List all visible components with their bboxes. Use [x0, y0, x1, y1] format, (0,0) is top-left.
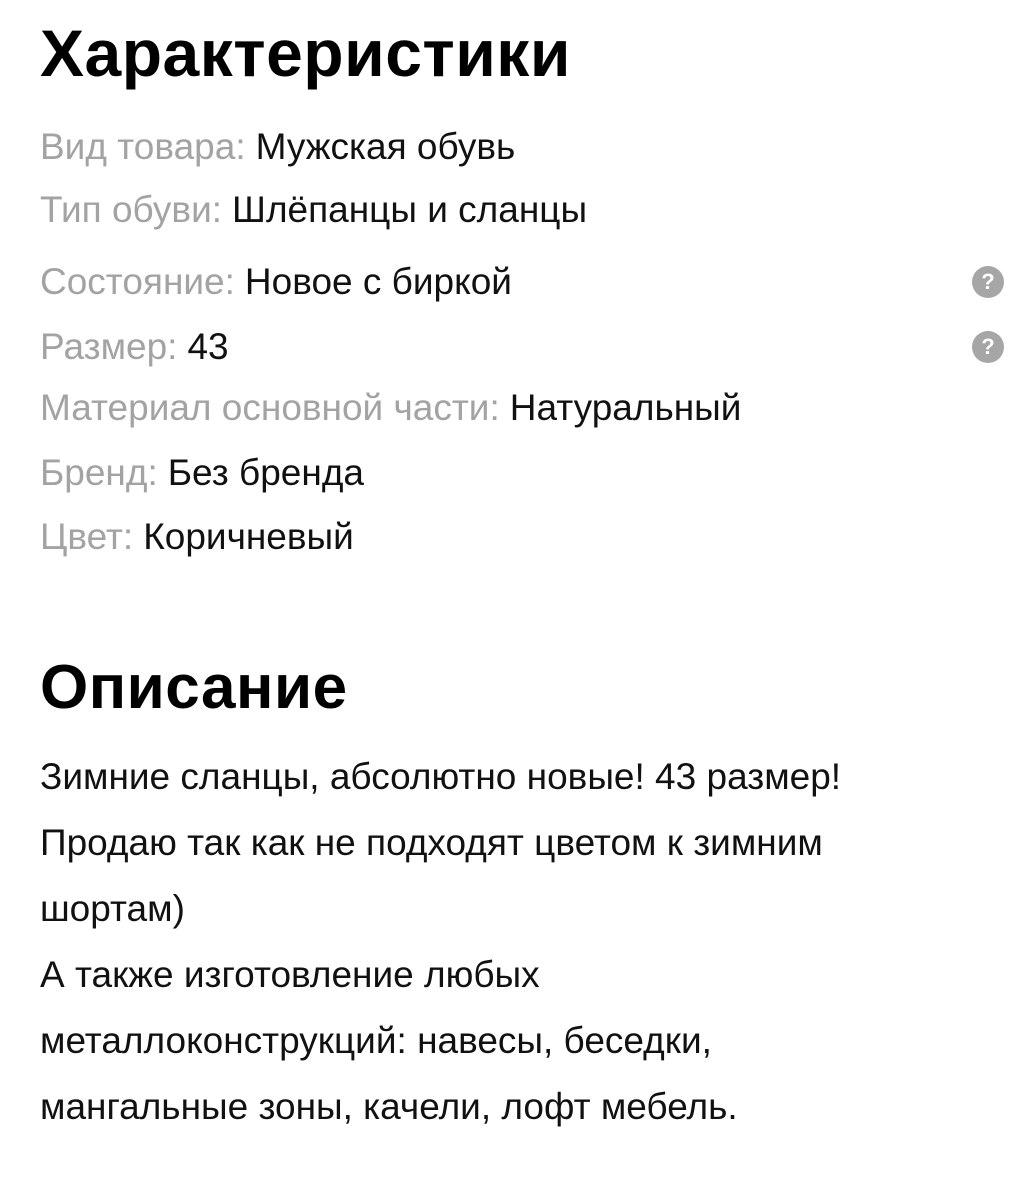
- description-line: Продаю так как не подходят цветом к зимним: [40, 822, 823, 863]
- spec-label: Вид товара: [40, 126, 236, 167]
- description-line: мангальные зоны, качели, лофт мебель.: [40, 1086, 738, 1127]
- spec-row-size: [40, 316, 996, 378]
- description-line: А также изготовление любых: [40, 954, 540, 995]
- spec-row-material: [40, 377, 996, 439]
- spec-separator: :: [235, 126, 246, 167]
- description-text: [40, 744, 980, 1140]
- spec-separator: :: [224, 261, 235, 302]
- spec-label: Бренд: [40, 452, 148, 493]
- spec-label: Состояние: [40, 261, 225, 302]
- spec-value: Мужская обувь: [255, 126, 516, 167]
- spec-separator: :: [489, 387, 500, 428]
- spec-row-product-type: [40, 116, 996, 178]
- spec-value: Новое с биркой: [244, 261, 512, 302]
- spec-label: Размер: [40, 326, 168, 367]
- spec-value: Коричневый: [143, 516, 354, 557]
- spec-separator: :: [211, 189, 223, 230]
- spec-label: Тип обуви: [40, 189, 212, 230]
- spec-row-color: [40, 506, 996, 568]
- question-mark-icon[interactable]: ?: [972, 266, 1004, 298]
- spec-row-shoe-type: [40, 179, 996, 241]
- description-line: Зимние сланцы, абсолютно новые! 43 размер!: [40, 756, 842, 797]
- spec-label: Цвет: [40, 516, 123, 557]
- spec-value: 43: [187, 326, 229, 367]
- spec-row-brand: [40, 442, 996, 504]
- spec-separator: :: [122, 516, 134, 557]
- spec-value: Шлёпанцы и сланцы: [232, 189, 588, 230]
- spec-value: Без бренда: [167, 452, 364, 493]
- spec-value: Натуральный: [509, 387, 742, 428]
- characteristics-title: Характеристики: [40, 16, 571, 90]
- spec-separator: :: [167, 326, 178, 367]
- spec-label: Материал основной части: [40, 387, 490, 428]
- description-title: Описание: [40, 653, 348, 722]
- spec-separator: :: [147, 452, 158, 493]
- description-line: шортам): [40, 888, 185, 929]
- spec-row-condition: [40, 251, 996, 313]
- description-line: металлоконструкций: навесы, беседки,: [40, 1020, 712, 1061]
- question-mark-icon[interactable]: ?: [972, 331, 1004, 363]
